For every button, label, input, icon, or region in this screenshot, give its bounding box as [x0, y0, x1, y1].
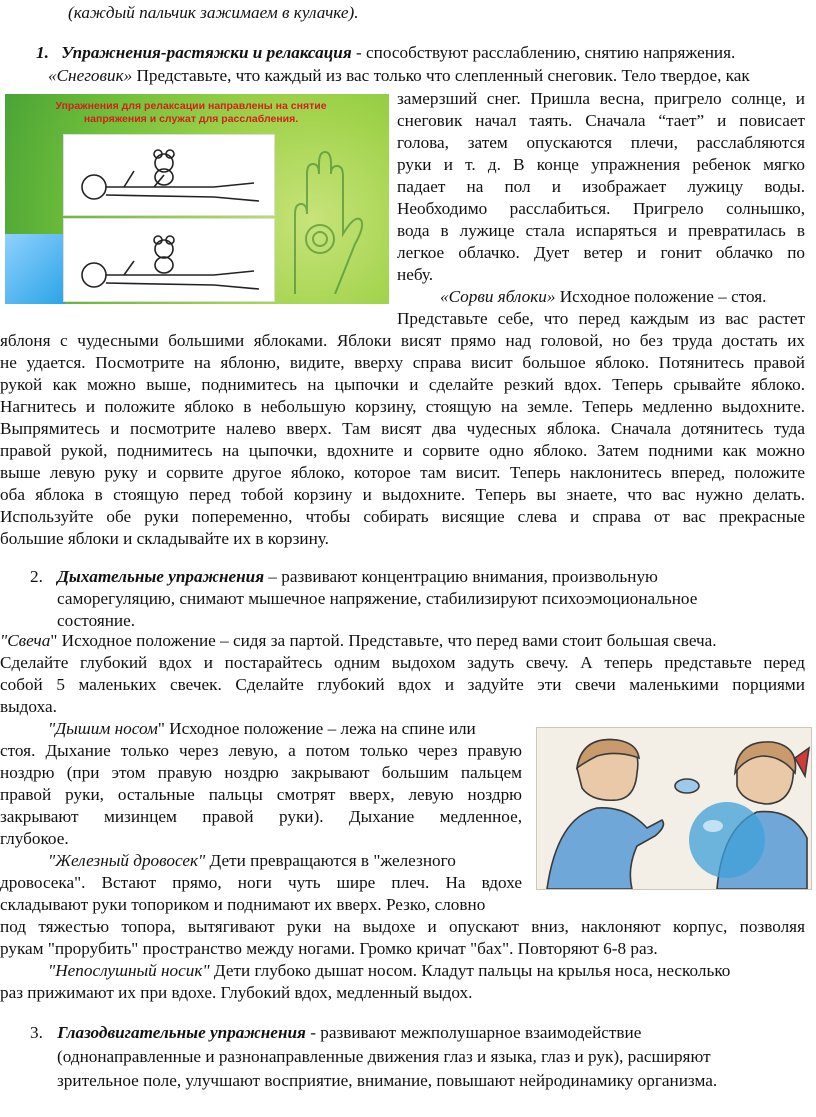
nose-line-3: закрывают мизинцем правой руки). Дыхание медленное,: [0, 807, 522, 826]
candle-title: "Свеча: [0, 631, 51, 650]
apples-title: «Сорви яблоки»: [440, 287, 556, 306]
nose-first-line: [48, 718, 476, 740]
woodman-first-line: [48, 850, 456, 872]
apples-first-line: [440, 286, 766, 308]
snowman-line-3: голова, затем опускаются плечи, расслабляются: [397, 133, 805, 152]
section3-line-2: зрительное поле, улучшают восприятие, внимание, повышают нейродинамику организма.: [57, 1071, 718, 1090]
snowman-line-1: замерзший снег. Пришла весна, пригрело солнце, и: [397, 89, 805, 108]
naughty-nose-first: Дети глубоко дышат носом. Кладут пальцы на крылья носа, несколько: [209, 961, 731, 980]
section2-line-1: саморегуляцию, снимают мышечное напряжение, стабилизируют психоэмоциональное: [57, 589, 698, 608]
snowman-line-4: руки и т. д. В конце упражнения ребенок мягко: [397, 155, 805, 174]
section1-number: 1.: [36, 43, 49, 62]
section3-line-0: - развивают межполушарное взаимодействие: [305, 1023, 642, 1042]
apples-line-1: яблоня с чудесными большими яблоками. Яблоки висят прямо над головой, но без труда достать их: [0, 331, 805, 350]
woodman-title: "Железный дровосек": [48, 851, 206, 870]
woodman-line-0: дровосека". Встают прямо, ноги чуть шире плеч. На вдохе: [0, 873, 522, 892]
section1-heading: [36, 42, 735, 64]
woodman-line-1: складывают руки топориком и поднимают их вверх. Резко, словно: [0, 895, 486, 914]
illustration-panel-bottom: [63, 218, 275, 302]
naughty-nose-first-line: [48, 960, 730, 982]
lying-child-teddy-icon: [64, 219, 274, 301]
woodman-first: Дети превращаются в "железного: [205, 851, 456, 870]
balloon-icon: [689, 802, 765, 878]
candle-first: " Исходное положение – сидя за партой. Представьте, что перед вами стоит большая свеча.: [50, 631, 717, 650]
section3-title: Глазодвигательные упражнения: [57, 1023, 306, 1042]
candle-first-line: [0, 630, 717, 652]
apples-line-5: Выпрямитесь и посмотрите налево вверх. Там висят два чудесных яблока. Сначала дотянитесь туда: [0, 419, 805, 438]
hand-icon: [275, 144, 365, 294]
relaxation-illustration: [5, 94, 389, 304]
section1-rest: - способствуют расслаблению, снятию напряжения.: [351, 43, 736, 62]
nose-line-4: глубокое.: [0, 829, 69, 848]
apples-line-10: большие яблоки и складывайте их в корзину.: [0, 529, 329, 548]
apples-line-0: Представьте себе, что перед каждым из вас растет: [397, 309, 805, 328]
snowman-line-9: небу.: [397, 265, 434, 284]
candle-line-1: собой 5 маленьких свечек. Сделайте глубокий вдох и задуйте эти свечи маленькими порциями: [0, 675, 805, 694]
nose-line-0: стоя. Дыхание только через левую, а потом только через правую: [0, 741, 522, 760]
apples-line-3: рукой как можно выше, поднимитесь на цыпочки и сделайте резкий вдох. Теперь срывайте яблоко.: [0, 375, 805, 394]
woodman-line-2: под тяжестью топора, вытягивают руки на выдохе и опускают вниз, наклоняют корпус, позволяя: [0, 917, 805, 936]
woodman-line-3: рукам "прорубить" пространство между ногами. Громко кричат "бах". Повторяют 6-8 раз.: [0, 939, 658, 958]
section2-line-0: – развивают концентрацию внимания, произвольную: [264, 567, 658, 586]
section2-number: 2.: [30, 567, 43, 586]
decor-corner: [5, 234, 65, 304]
apples-line-8: оба яблока в стоящую перед тобой корзину и выдохните. Теперь вы знаете, что вас нужно делать.: [0, 485, 805, 504]
snowman-line-2: снеговик начал таять. Сначала “тает” и повисает: [397, 111, 805, 130]
snowman-line-8: легкое облачко. Дует ветер и гонит облачко по: [397, 243, 805, 262]
snowman-line-0: Представьте, что каждый из вас только что слепленный снеговик. Тело твердое, как: [132, 66, 750, 85]
naughty-nose-title: "Непослушный носик": [48, 961, 210, 980]
candle-line-2: выдоха.: [0, 697, 57, 716]
snowman-line-5: падает на пол и изображает лужицу воды.: [397, 177, 805, 196]
snowman-title: «Снеговик»: [48, 66, 133, 85]
lying-child-icon: [64, 135, 274, 215]
illustration-panel-top: [63, 134, 275, 216]
snowman-first-line: [48, 65, 750, 87]
candle-line-0: Сделайте глубокий вдох и постарайтесь одним выдохом задуть свечу. А теперь представьте перед: [0, 653, 805, 672]
children-balloon-illustration: [536, 727, 812, 890]
section3-number: 3.: [30, 1023, 43, 1042]
naughty-nose-line-0: раз прижимают их при вдохе. Глубокий вдох, медленный выдох.: [0, 983, 473, 1002]
section1-title: Упражнения-растяжки и релаксация: [61, 43, 352, 62]
nose-first: " Исходное положение – лежа на спине или: [157, 719, 476, 738]
section3-heading: [30, 1022, 641, 1044]
top-line: (каждый пальчик зажимаем в кулачке).: [68, 3, 359, 22]
nose-line-2: правой руки, остальные пальцы смотрят вверх, левую ноздрю: [0, 785, 522, 804]
apples-line-4: Нагнитесь и положите яблоко в небольшую корзину, стоящую на земле. Теперь медленно выдохните.: [0, 397, 805, 416]
snowman-line-7: вода в лужице стала испаряться и превратилась в: [397, 221, 805, 240]
illustration-heading: Упражнения для релаксации направлены на снятие напряжения и служат для расслабления.: [55, 100, 327, 125]
children-blowing-balloon-icon: [537, 728, 811, 889]
section2-heading: [30, 566, 658, 588]
apples-first: Исходное положение – стоя.: [555, 287, 767, 306]
apples-line-2: не удается. Посмотрите на яблоню, видите, вверху справа висит большое яблоко. Потянитесь правой: [0, 353, 805, 372]
nose-line-1: ноздрю (при этом правую ноздрю закрывают большим пальцем: [0, 763, 522, 782]
apples-line-9: Используйте обе руки попеременно, чтобы собирать висящие слева и справа от вас прекрасные: [0, 507, 805, 526]
section2-title: Дыхательные упражнения: [57, 567, 265, 586]
apples-line-7: выше левую руку и сорвите другое яблоко, которое там висит. Теперь наклонитесь вперед, положите: [0, 463, 805, 482]
apples-line-6: правой рукой, поднимитесь на цыпочки, вдохните и сорвите одно яблоко. Затем подними как можно: [0, 441, 805, 460]
section2-line-2: состояние.: [57, 611, 136, 630]
section3-line-1: (однонаправленные и разнонаправленные движения глаз и языка, глаз и рук), расширяют: [57, 1047, 711, 1066]
snowman-line-6: Необходимо расслабиться. Пригрело солнышко,: [397, 199, 805, 218]
nose-title: "Дышим носом: [48, 719, 158, 738]
